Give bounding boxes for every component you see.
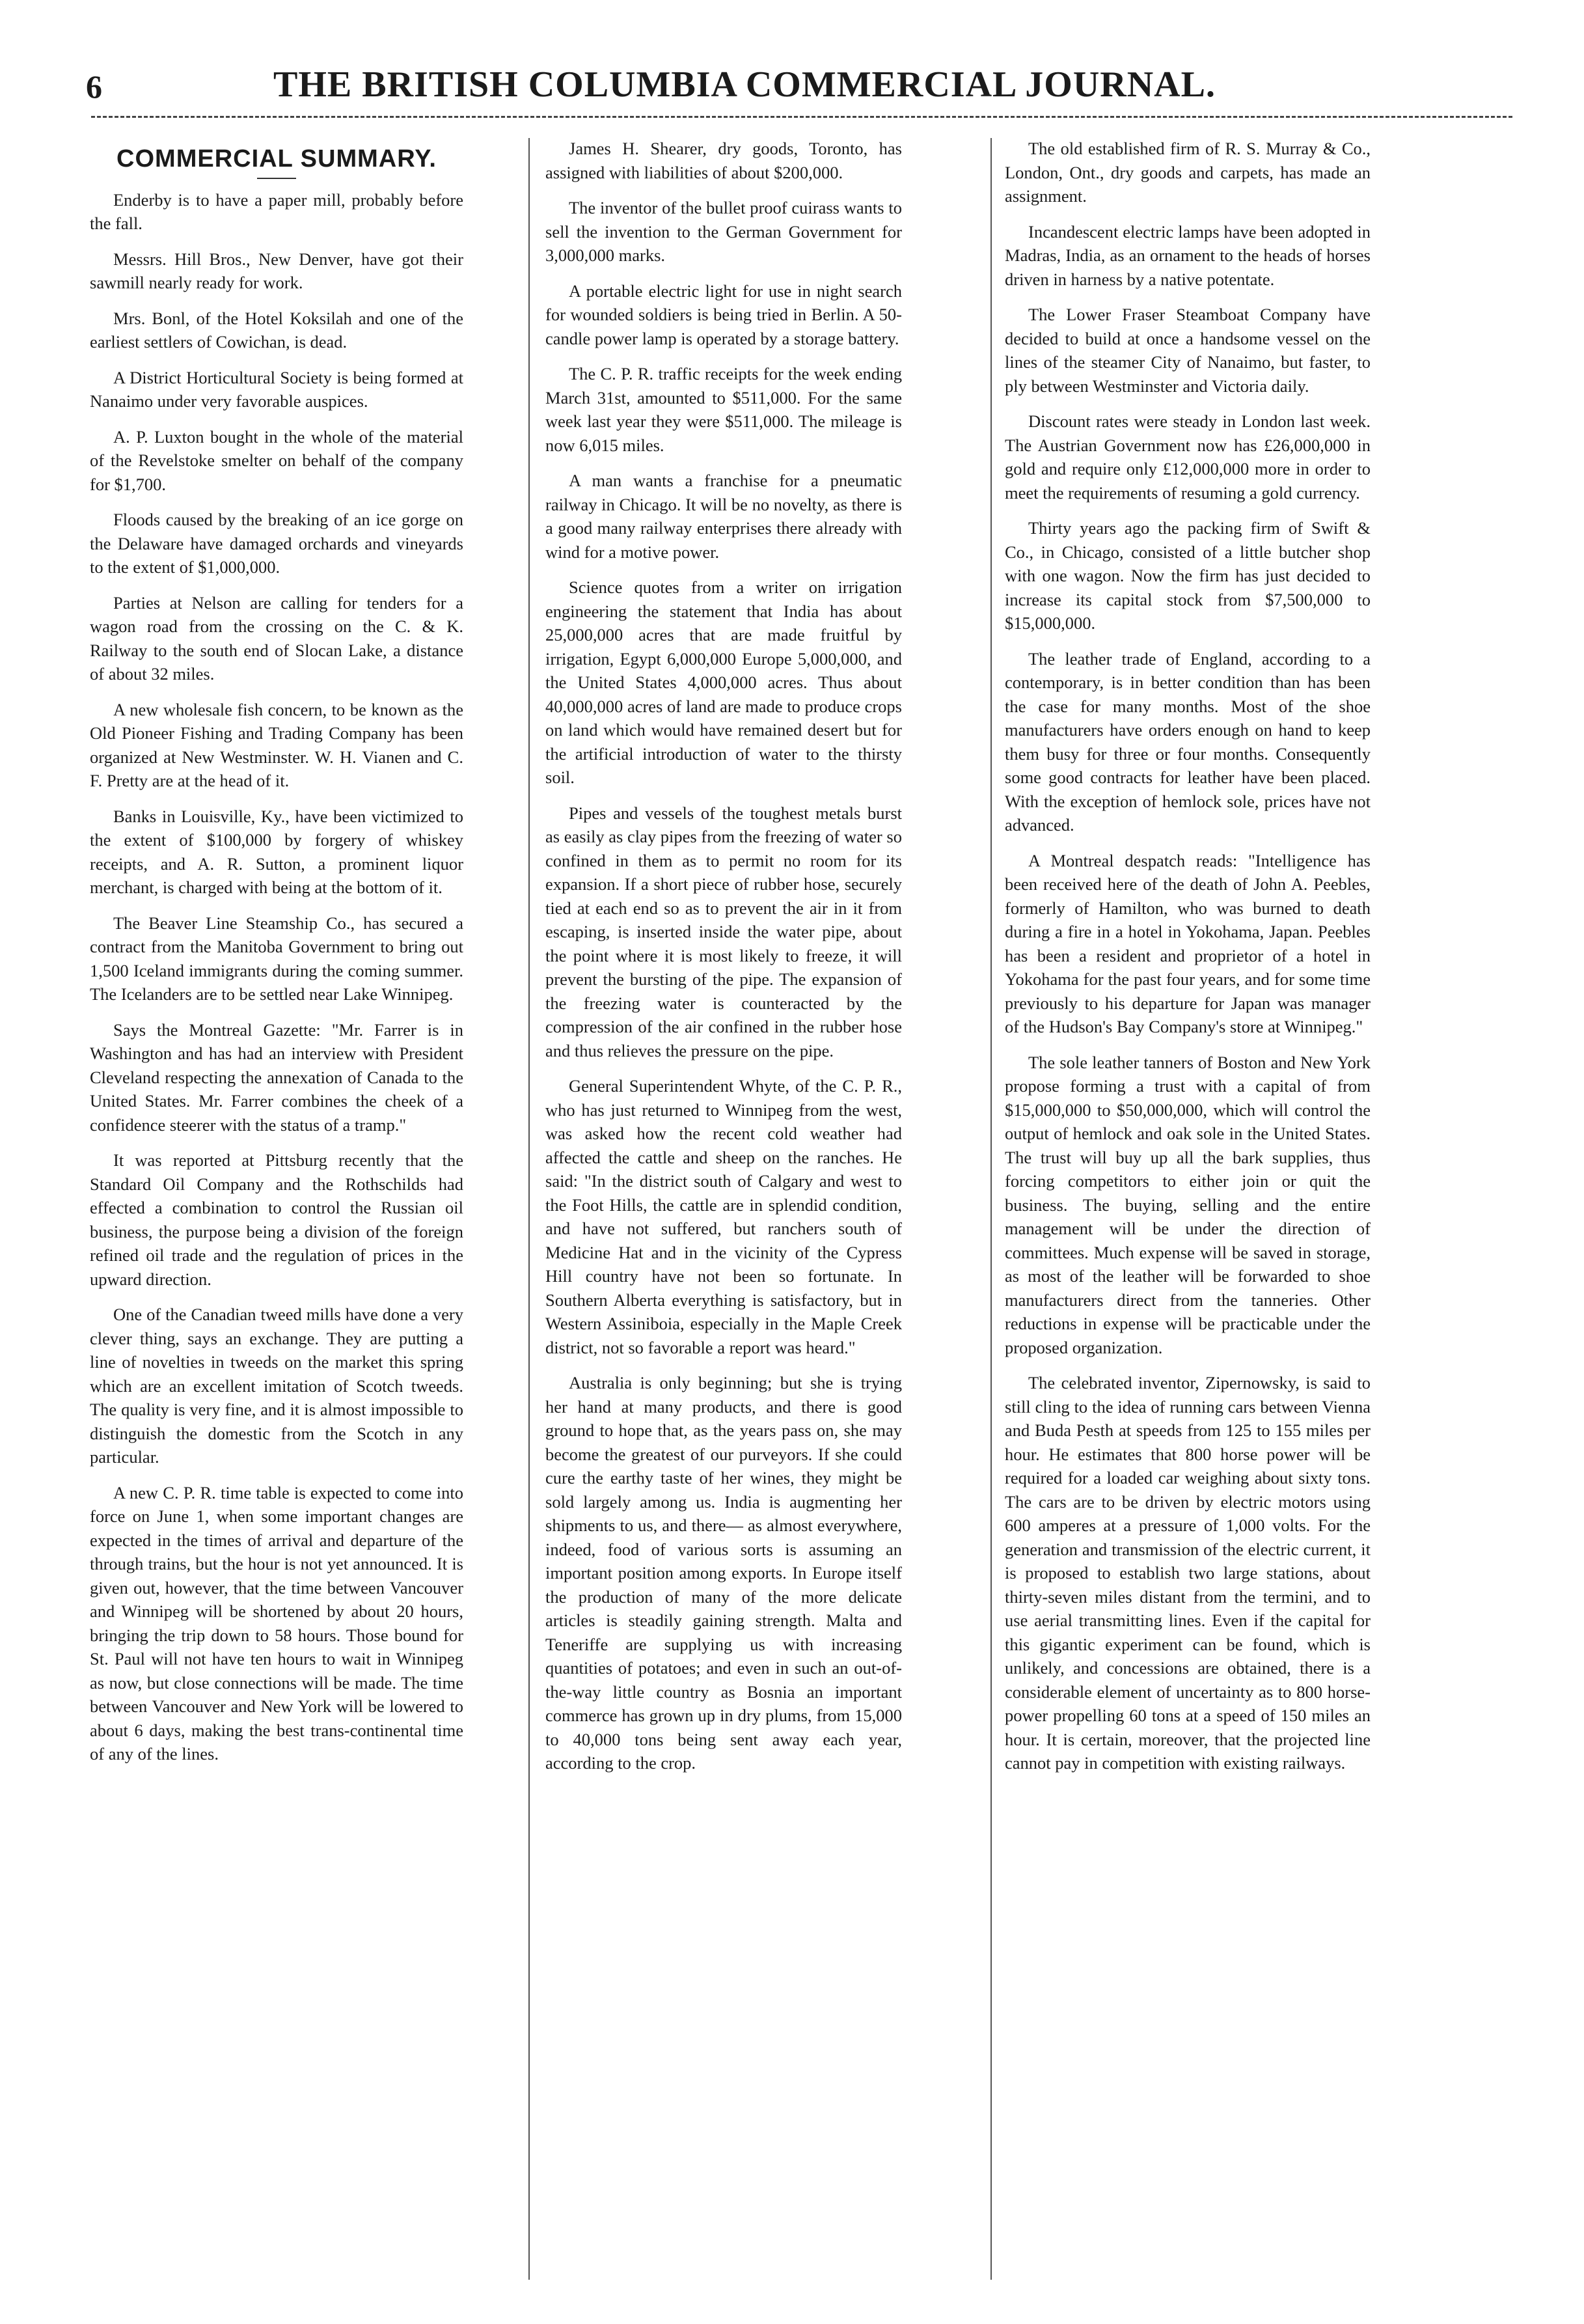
article-paragraph: The old established firm of R. S. Murray & Co., London, Ont., dry goods and carpets, has made an assignment. xyxy=(1005,139,1371,206)
article-paragraph: General Superintendent Whyte, of the C. P. R., who has just returned to Winnipeg from the west, was asked how the recent cold weather had affected the cattle and sheep on the ranches. He said: "In the district south of Calgary and west to the Foot Hills, the cattle are in splendid condition, and have not suffered, but ranchers south of Medicine Hat and in the vicinity of the Cypress Hill country have not been so fortunate. In Southern Alberta everything is satisfactory, but in Western Assiniboia, especially in the Maple Creek district, not so favorable a report was heard." xyxy=(545,1076,902,1357)
article-paragraph: Enderby is to have a paper mill, probably before the fall. xyxy=(90,189,463,233)
article-paragraph: Science quotes from a writer on irrigation engineering the statement that India has about 25,000,000 acres that are made fruitful by irrigation, Egypt 6,000,000 Europe 5,000,000, and the United States 4,000,000 acres. Thus about 40,000,000 acres of land are made to produce crops on land which would have remained desert but for the artificial introduction of water to the thirsty soil. xyxy=(545,577,902,787)
page-number: 6 xyxy=(86,68,102,105)
article-paragraph: Says the Montreal Gazette: "Mr. Farrer is in Washington and has had an interview with President Cleveland respecting the annexation of Canada to the United States. Mr. Farrer combines the cheek of a confidence steerer with the status of a tramp." xyxy=(90,1019,463,1135)
article-paragraph: The C. P. R. traffic receipts for the week ending March 31st, amounted to $511,000. For the same week last year they were $511,000. The mileage is now 6,015 miles. xyxy=(545,364,902,455)
column-3 xyxy=(1005,137,1371,1787)
article-paragraph: One of the Canadian tweed mills have done a very clever thing, says an exchange. They are putting a line of novelties in tweeds on the market this spring which are an excellent imitation of Scotch tweeds. The quality is very fine, and it is almost impossible to distinguish the domestic from the Scotch in any particular. xyxy=(90,1305,463,1467)
column-1-paragraphs xyxy=(90,188,463,1766)
article-paragraph: The Lower Fraser Steamboat Company have decided to build at once a handsome vessel on the lines of the steamer City of Nanaimo, but faster, to ply between Westminster and Victoria daily. xyxy=(1005,305,1371,396)
article-paragraph: The sole leather tanners of Boston and New York propose forming a trust with a capital of from $15,000,000 to $50,000,000, which will control the output of hemlock and oak sole in the United States. The trust will buy up all the bark supplies, thus forcing competitors to either join or quit the business. The buying, selling and the entire management will be under the direction of committees. Much expense will be saved in storage, as most of the leather will be forwarded to shoe manufacturers direct from the tanneries. Other reductions in expense will be practicable under the proposed organization. xyxy=(1005,1052,1371,1357)
article-paragraph: The celebrated inventor, Zipernowsky, is said to still cling to the idea of running cars between Vienna and Buda Pesth at speeds from 125 to 155 miles per hour. He estimates that 800 horse power will be required for a loaded car weighing about sixty tons. The cars are to be driven by electric motors using 600 amperes at a pressure of 1,000 volts. For the generation and transmission of the electric current, it is proposed to establish two large stations, about thirty-seven miles distant from the termini, and to use aerial transmitting lines. Even if the capital for this gigantic experiment can be found, which is unlikely, and concessions are obtained, there is a considerable element of uncertainty as to 800 horse-power propelling 60 tons at a speed of 150 miles an hour. It is certain, moreover, that the projected line cannot pay in competition with existing railways. xyxy=(1005,1373,1371,1773)
column-3-paragraphs xyxy=(1005,137,1371,1775)
article-paragraph: Pipes and vessels of the toughest metals burst as easily as clay pipes from the freezing of water so confined in them as to permit no room for its expansion. If a short piece of rubber hose, securely tied at each end so as to prevent the air in it from escaping, is inserted inside the water pipe, about the point where it is most likely to freeze, it will prevent the bursting of the pipe. The expansion of the freezing water is counteracted by the compression of the air confined in the rubber hose and thus relieves the pressure on the pipe. xyxy=(545,803,902,1060)
article-paragraph: A District Horticultural Society is being formed at Nanaimo under very favorable auspices. xyxy=(90,367,463,411)
article-paragraph: A new C. P. R. time table is expected to come into force on June 1, when some important changes are expected in the times of arrival and departure of the through trains, but the hour is not yet announced. It is given out, however, that the time between Vancouver and Winnipeg will be shortened by about 20 hours, bringing the trip down to 58 hours. Those bound for St. Paul will not have ten hours to wait in Winnipeg as now, but close connections will be made. The time between Vancouver and New York will be lowered to about 6 days, making the best trans-continental time of any of the lines. xyxy=(90,1482,463,1764)
article-paragraph: The leather trade of England, according to a contemporary, is in better condition than has been the case for many months. Most of the shoe manufacturers have orders enough on hand to keep them busy for three or four months. Consequently some good contracts for leather have been placed. With the exception of hemlock sole, prices have not advanced. xyxy=(1005,648,1371,835)
column-divider xyxy=(990,138,992,2280)
article-paragraph: Thirty years ago the packing firm of Swift & Co., in Chicago, consisted of a little butcher shop with one wagon. Now the firm has just decided to increase its capital stock from $7,500,000 to $15,000,000. xyxy=(1005,518,1371,633)
article-paragraph: A. P. Luxton bought in the whole of the material of the Revelstoke smelter on behalf of the company for $1,700. xyxy=(90,426,463,494)
masthead-title: THE BRITISH COLUMBIA COMMERCIAL JOURNAL. xyxy=(273,64,1216,105)
column-2 xyxy=(545,137,902,1787)
header-rule xyxy=(91,116,1512,118)
article-paragraph: Messrs. Hill Bros., New Denver, have got their sawmill nearly ready for work. xyxy=(90,249,463,292)
article-paragraph: Mrs. Bonl, of the Hotel Koksilah and one of the earliest settlers of Cowichan, is dead. xyxy=(90,308,463,352)
article-paragraph: Discount rates were steady in London last week. The Austrian Government now has £26,000,000 in gold and require only £12,000,000 more in order to meet the requirements of resuming a gold currency. xyxy=(1005,411,1371,503)
article-paragraph: Parties at Nelson are calling for tenders for a wagon road from the crossing on the C. & K. Railway to the south end of Slocan Lake, a distance of about 32 miles. xyxy=(90,592,463,684)
article-paragraph: The inventor of the bullet proof cuirass wants to sell the invention to the German Government for 3,000,000 marks. xyxy=(545,198,902,265)
column-2-paragraphs xyxy=(545,137,902,1775)
article-paragraph: A man wants a franchise for a pneumatic railway in Chicago. It will be no novelty, as there is a good many railway enterprises there already with wind for a motive power. xyxy=(545,471,902,562)
article-paragraph: The Beaver Line Steamship Co., has secured a contract from the Manitoba Government to bring out 1,500 Iceland immigrants during the coming summer. The Icelanders are to be settled near Lake Winnipeg. xyxy=(90,913,463,1004)
article-paragraph: It was reported at Pittsburg recently that the Standard Oil Company and the Rothschilds had effected a combination to control the Russian oil business, the purpose being a division of the foreign refined oil trade and the regulation of prices in the upward direction. xyxy=(90,1150,463,1289)
section-heading: COMMERCIAL SUMMARY. xyxy=(116,145,437,173)
article-paragraph: James H. Shearer, dry goods, Toronto, has assigned with liabilities of about $200,000. xyxy=(545,139,902,182)
article-paragraph: A portable electric light for use in night search for wounded soldiers is being tried in Berlin. A 50-candle power lamp is operated by a storage battery. xyxy=(545,281,902,348)
column-1 xyxy=(90,137,463,1778)
article-paragraph: Banks in Louisville, Ky., have been victimized to the extent of $100,000 by forgery of whiskey receipts, and A. R. Sutton, a prominent liquor merchant, is charged with being at the bottom of it. xyxy=(90,806,463,897)
heading-rule xyxy=(257,178,296,179)
article-paragraph: Floods caused by the breaking of an ice gorge on the Delaware have damaged orchards and vineyards to the extent of $1,000,000. xyxy=(90,510,463,577)
article-paragraph: A Montreal despatch reads: "Intelligence has been received here of the death of John A. Peebles, formerly of Hamilton, who was burned to death during a fire in a hotel in Yokohama, Japan. Peebles has been a resident and proprietor of a hotel in Yokohama for the past four years, and for some time previously to his departure for Japan was manager of the Hudson's Bay Company's store at Winnipeg." xyxy=(1005,850,1371,1036)
column-divider xyxy=(528,138,530,2280)
article-paragraph: A new wholesale fish concern, to be known as the Old Pioneer Fishing and Trading Company has been organized at New Westminster. W. H. Vianen and C. F. Pretty are at the head of it. xyxy=(90,699,463,790)
article-paragraph: Australia is only beginning; but she is trying her hand at many products, and there is good ground to hope that, as the years pass on, she may become the greatest of our purveyors. If she could cure the earthy taste of her wines, they might be sold largely among us. India is augmenting her shipments to us, and there— as almost everywhere, indeed, food of various sorts is assuming an important position among exports. In Europe itself the production of many of the more delicate articles is steadily gaining strength. Malta and Teneriffe are supplying us with increasing quantities of potatoes; and even in such an out-of-the-way little country as Bosnia an important commerce has grown up in dry plums, from 15,000 to 40,000 tons being sent away each year, according to the crop. xyxy=(545,1373,902,1773)
article-paragraph: Incandescent electric lamps have been adopted in Madras, India, as an ornament to the heads of horses driven in harness by a native potentate. xyxy=(1005,221,1371,289)
